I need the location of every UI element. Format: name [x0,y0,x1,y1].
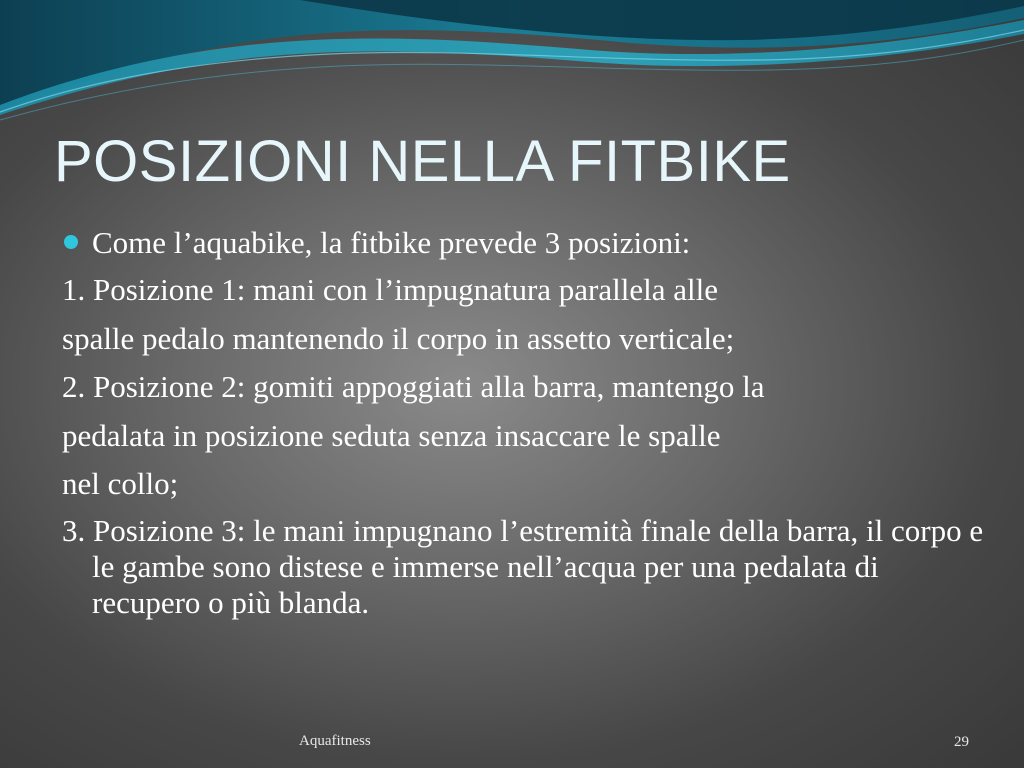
bullet-text: Come l’aquabike, la fitbike prevede 3 posizioni: [92,225,691,260]
position-2-line-2: pedalata in posizione seduta senza insaccare le spalle [62,417,721,453]
position-2-line-1: 2. Posizione 2: gomiti appoggiati alla barra, mantengo la [62,369,765,404]
position-1-line-1: 1. Posizione 1: mani con l’impugnatura parallela alle [62,272,718,307]
footer-label: Aquafitness [299,733,371,749]
position-3-paragraph: 3. Posizione 3: le mani impugnano l’estremità finale della barra, il corpo e le gambe sono distese e immerse nell’acqua per una pedalata di recupero o più blanda. [62,512,984,620]
intro-bullet [62,220,992,266]
header-wave-decoration [0,0,1024,130]
position-1-line-2: spalle pedalo mantenendo il corpo in assetto verticale; [62,320,735,356]
slide-title: POSIZIONI NELLA FITBIKE [54,129,791,194]
position-2-line-3: nel collo; [62,466,179,501]
slide-body [62,220,992,621]
bullet-icon [64,235,78,249]
slide-number: 29 [954,734,969,750]
